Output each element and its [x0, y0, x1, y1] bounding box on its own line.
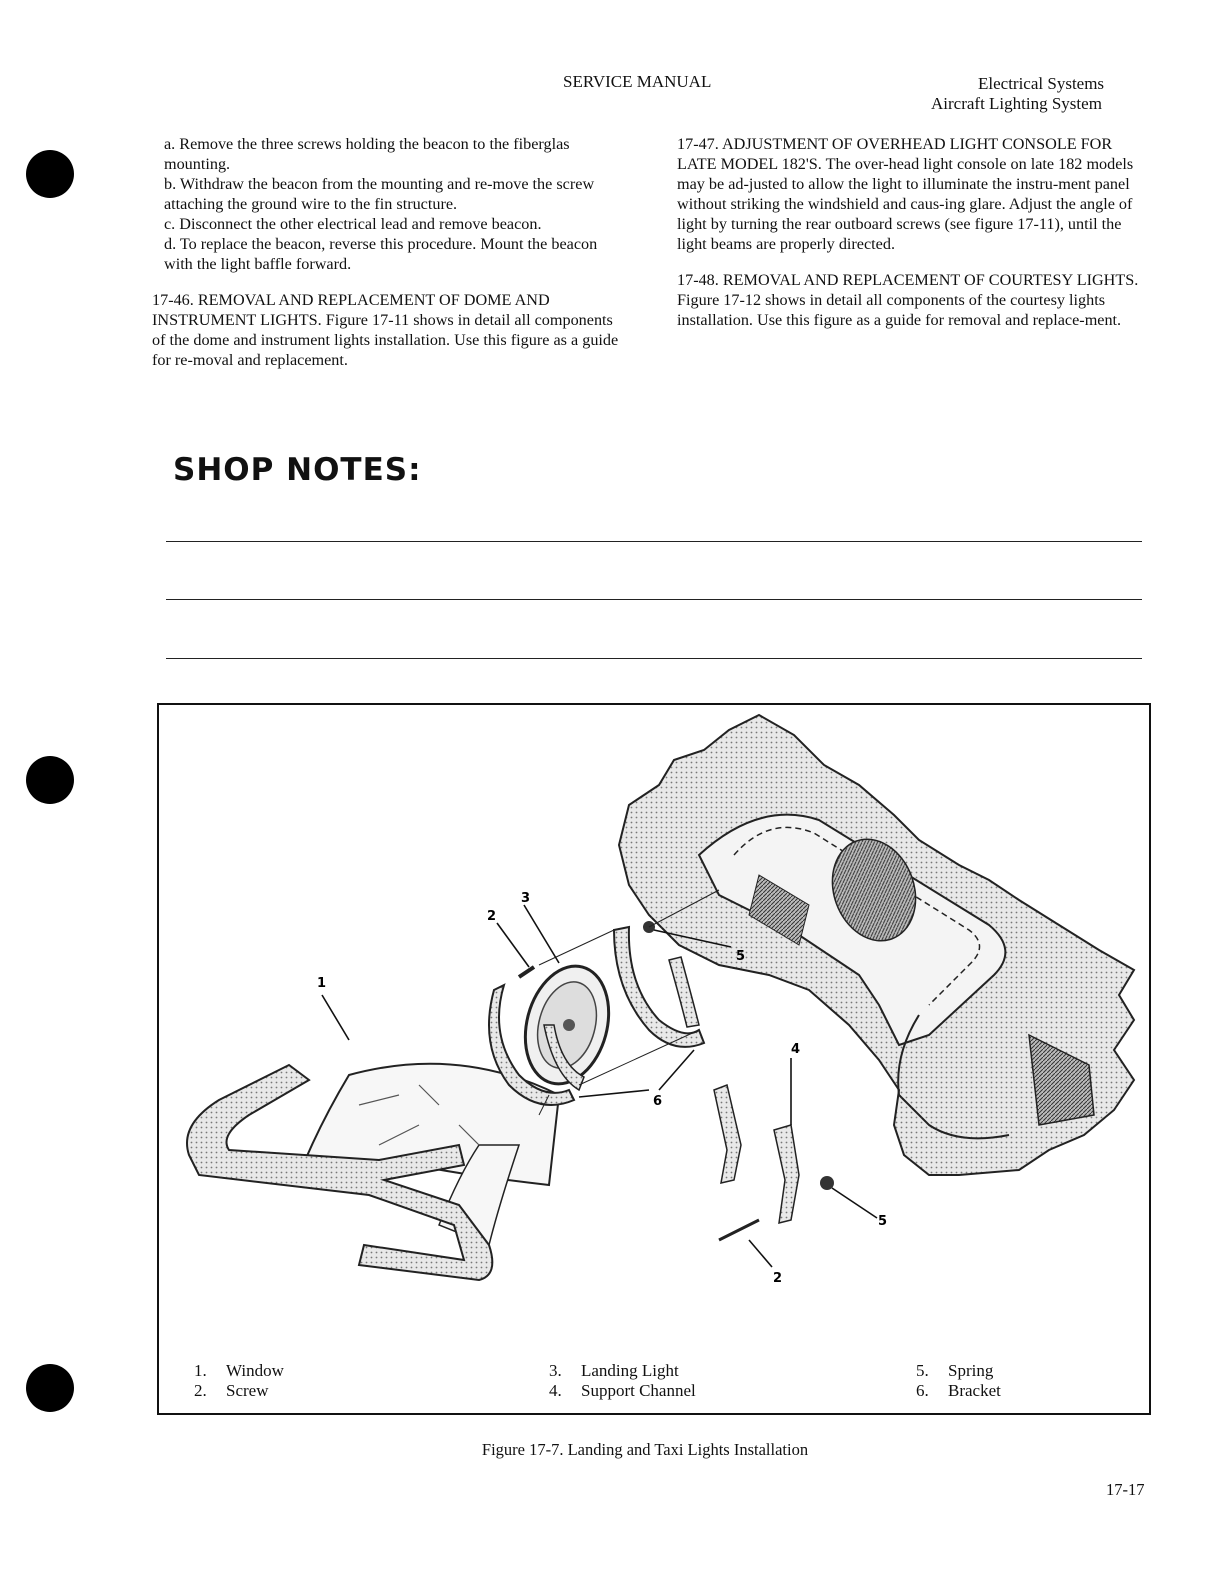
legend-num-1: 1. [194, 1361, 207, 1380]
legend-item-6 [916, 1381, 1001, 1401]
figure-caption: Figure 17-7. Landing and Taxi Lights Installation [481, 1440, 809, 1459]
callout-2-lower: 2 [773, 1271, 783, 1286]
legend-item-3 [549, 1361, 679, 1381]
shop-notes-heading: SHOP NOTES: [173, 452, 422, 488]
step-b: b. Withdraw the beacon from the mounting and re-move the screw attaching the ground wire to the fin structure. [164, 175, 595, 213]
support-channel-drawing [714, 1085, 799, 1223]
step-c: c. Disconnect the other electrical lead and remove beacon. [164, 215, 542, 233]
legend-label-2: Screw [226, 1381, 269, 1400]
header-title: SERVICE MANUAL [563, 72, 712, 91]
paragraph-17-46: 17-46. REMOVAL AND REPLACEMENT OF DOME AND INSTRUMENT LIGHTS. Figure 17-11 shows in detail all components of the dome and instrument lights installation. Use this figure as a guide for re-moval and replacement. [152, 291, 619, 369]
paragraph-17-48: 17-48. REMOVAL AND REPLACEMENT OF COURTESY LIGHTS. Figure 17-12 shows in detail all components of the courtesy lights installation. Use this figure as a guide for removal and replace-ment. [677, 271, 1139, 329]
legend-num-4: 4. [549, 1381, 562, 1400]
left-column [152, 134, 622, 386]
callout-4: 4 [791, 1042, 801, 1057]
legend-num-6: 6. [916, 1381, 929, 1400]
binder-hole-middle [26, 756, 74, 804]
notes-line-2 [166, 599, 1142, 600]
binder-hole-bottom [26, 1364, 74, 1412]
page-number: 17-17 [1106, 1480, 1145, 1499]
legend-num-3: 3. [549, 1361, 562, 1380]
step-d: d. To replace the beacon, reverse this procedure. Mount the beacon with the light baffle forward. [164, 235, 598, 273]
callout-6: 6 [653, 1094, 663, 1109]
header-section: Electrical Systems [978, 74, 1105, 93]
callout-5-upper: 5 [736, 949, 746, 964]
callout-3: 3 [521, 891, 531, 906]
legend-label-3: Landing Light [581, 1361, 679, 1380]
legend-item-2 [194, 1381, 268, 1401]
legend-item-1 [194, 1361, 284, 1381]
notes-line-1 [166, 541, 1142, 542]
paragraph-17-47: 17-47. ADJUSTMENT OF OVERHEAD LIGHT CONSOLE FOR LATE MODEL 182'S. The over-head light console on late 182 models may be ad-justed to allow the light to illuminate the instru-ment panel without striking the windshield and caus-ing glare. Adjust the angle of light by turning the rear outboard screws (see figure 17-11), until the light beams are properly directed. [677, 135, 1134, 253]
legend-num-5: 5. [916, 1361, 929, 1380]
step-a: a. Remove the three screws holding the beacon to the fiberglas mounting. [164, 135, 570, 173]
callout-1: 1 [317, 976, 327, 991]
legend-label-6: Bracket [948, 1381, 1001, 1400]
right-column [677, 134, 1149, 346]
landing-light-exploded-drawing [159, 705, 1148, 1355]
legend-label-1: Window [226, 1361, 284, 1380]
screw-drawing-upper [519, 967, 534, 977]
legend-item-4 [549, 1381, 696, 1401]
legend-item-5 [916, 1361, 993, 1381]
header-subsection: Aircraft Lighting System [931, 94, 1102, 113]
legend-label-4: Support Channel [581, 1381, 696, 1400]
notes-line-3 [166, 658, 1142, 659]
binder-hole-top [26, 150, 74, 198]
wing-section-drawing [619, 715, 1134, 1175]
legend-label-5: Spring [948, 1361, 994, 1380]
spring-drawing-lower [820, 1176, 834, 1190]
callout-5-lower: 5 [878, 1214, 888, 1229]
figure-17-7-box [157, 703, 1151, 1415]
legend-num-2: 2. [194, 1381, 207, 1400]
screw-drawing-lower [719, 1220, 759, 1240]
callout-2-upper: 2 [487, 909, 497, 924]
